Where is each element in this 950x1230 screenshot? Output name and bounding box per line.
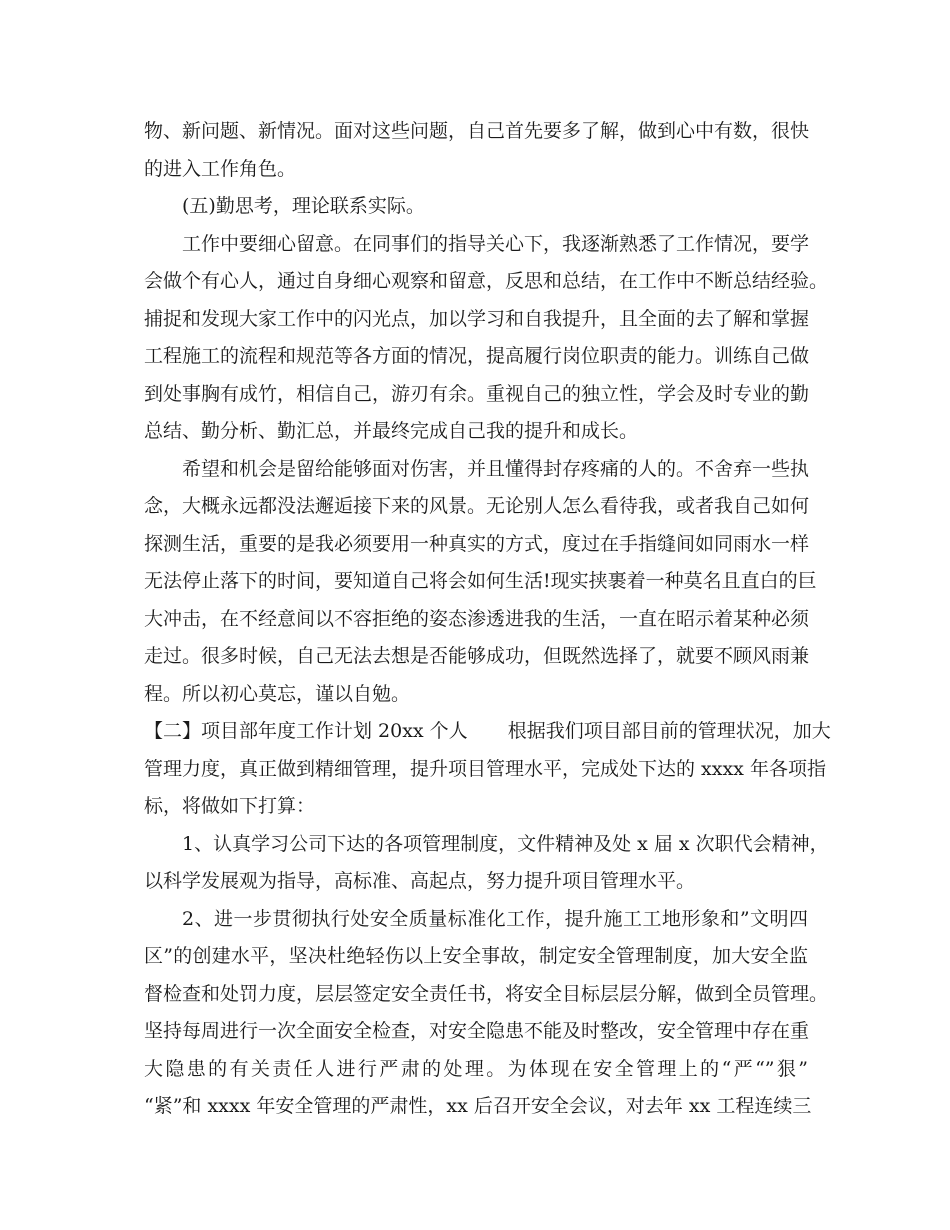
text-line: 希望和机会是留给能够面对伤害，并且懂得封存疼痛的人的。不舍弃一些执 bbox=[182, 457, 810, 480]
text-line: 探测生活，重要的是我必须要用一种真实的方式，度过在手指缝间如同雨水一样 bbox=[144, 532, 810, 555]
section-heading-two: 【二】项目部年度工作计划 20xx 个人 bbox=[144, 720, 468, 742]
text-line: “紧”和 xxxx 年安全管理的严肃性，xx 后召开安全会议，对去年 xx 工程连续三 bbox=[144, 1095, 812, 1117]
text-line: 会做个有心人，通过自身细心观察和留意，反思和总结，在工作中不断总结经验。 bbox=[144, 270, 829, 292]
text-line: 标，将做如下打算： bbox=[144, 795, 316, 817]
text-line: 区”的创建水平，坚决杜绝轻伤以上安全事故，制定安全管理制度，加大安全监 bbox=[144, 945, 808, 967]
text-line: 的进入工作角色。 bbox=[144, 157, 297, 180]
text-line: 管理力度，真正做到精细管理，提升项目管理水平，完成处下达的 xxxx 年各项指 bbox=[144, 757, 826, 780]
text-line: 工程施工的流程和规范等各方面的情况，提高履行岗位职责的能力。训练自己做 bbox=[144, 345, 810, 367]
text-line: 念，大概永远都没法邂逅接下来的风景。无论别人怎么看待我，或者我自己如何 bbox=[144, 495, 810, 517]
text-line: 以科学发展观为指导，高标准、高起点，努力提升项目管理水平。 bbox=[144, 870, 696, 892]
text-line: 无法停止落下的时间，要知道自己将会如何生活!现实挟裹着一种莫名且直白的巨 bbox=[144, 570, 817, 592]
text-line: 大冲击，在不经意间以不容拒绝的姿态渗透进我的生活，一直在昭示着某种必须 bbox=[144, 607, 810, 630]
text-line: 物、新问题、新情况。面对这些问题，自己首先要多了解，做到心中有数，很快 bbox=[144, 120, 810, 142]
text-segment: 根据我们项目部目前的管理状况，加大 bbox=[507, 720, 831, 742]
text-line: 到处事胸有成竹，相信自己，游刃有余。重视自己的独立性，学会及时专业的勤 bbox=[144, 382, 810, 405]
section-heading-five: (五)勤思考，理论联系实际。 bbox=[182, 195, 425, 217]
text-line: 总结、勤分析、勤汇总，并最终完成自己我的提升和成长。 bbox=[144, 420, 639, 442]
text-line: 走过。很多时候，自己无法去想是否能够成功，但既然选择了，就要不顾风雨兼 bbox=[144, 645, 810, 667]
text-line: 程。所以初心莫忘，谨以自勉。 bbox=[144, 682, 411, 705]
text-line: 1、认真学习公司下达的各项管理制度，文件精神及处 x 届 x 次职代会精神， bbox=[182, 832, 829, 855]
document-body bbox=[144, 113, 831, 1126]
text-line: 2、进一步贯彻执行处安全质量标准化工作，提升施工工地形象和”文明四 bbox=[182, 907, 808, 930]
text-line: 工作中要细心留意。在同事们的指导关心下，我逐渐熟悉了工作情况，要学 bbox=[182, 232, 810, 255]
text-line: 督检查和处罚力度，层层签定安全责任书，将安全目标层层分解，做到全员管理。 bbox=[144, 982, 829, 1005]
section-heading-two-line bbox=[144, 713, 831, 751]
text-line: 坚持每周进行一次全面安全检查，对安全隐患不能及时整改，安全管理中存在重 bbox=[144, 1020, 810, 1042]
text-line: 大隐患的有关责任人进行严肃的处理。为体现在安全管理上的“严“”狠” bbox=[144, 1057, 808, 1080]
text-line: 捕捉和发现大家工作中的闪光点，加以学习和自我提升，且全面的去了解和掌握 bbox=[144, 307, 810, 330]
